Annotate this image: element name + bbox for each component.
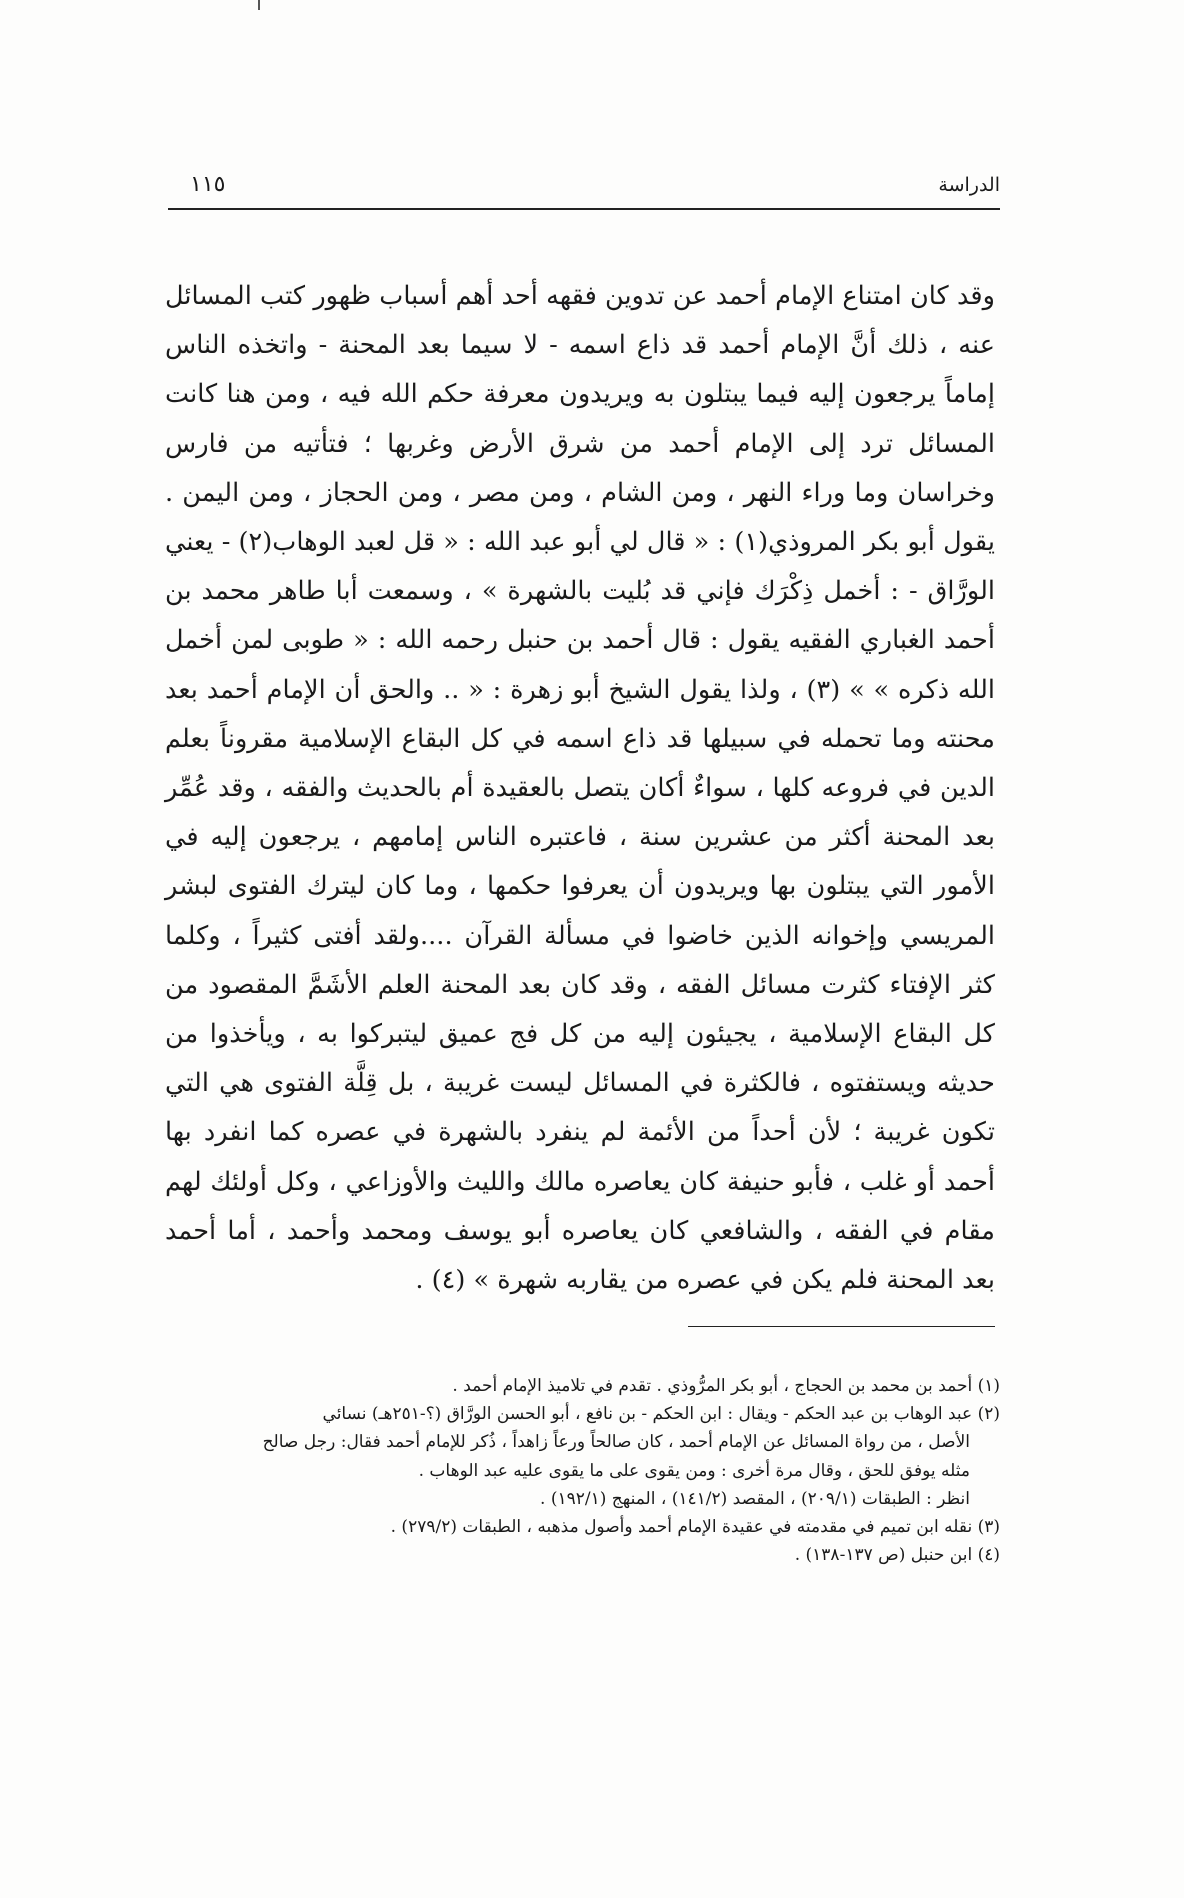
footnotes bbox=[160, 1372, 1000, 1569]
footnote-separator bbox=[688, 1326, 995, 1327]
footnote-4: (٤) ابن حنبل (ص ١٣٧-١٣٨) . bbox=[794, 1545, 1000, 1566]
footnote-2 bbox=[160, 1400, 1000, 1513]
footnote-2-line-1: (٢) عبد الوهاب بن عبد الحكم - ويقال : ابن الحكم - بن نافع ، أبو الحسن الورَّاق (؟-٢٥١هـ) نسائي bbox=[322, 1404, 1000, 1425]
footnote-3: (٣) نقله ابن تميم في مقدمته في عقيدة الإمام أحمد وأصول مذهبه ، الطبقات (٢٧٩/٢) . bbox=[390, 1517, 1000, 1538]
footnote-2-line-3: مثله يوفق للحق ، وقال مرة أخرى : ومن يقوى على ما يقوى عليه عبد الوهاب . bbox=[418, 1460, 970, 1481]
body-paragraph: وقد كان امتناع الإمام أحمد عن تدوين فقهه أحد أهم أسباب ظهور كتب المسائل عنه ، ذلك أنَّ الإمام أحمد قد ذاع اسمه - لا سيما بعد المحنة - واتخذه الناس إماماً يرجعون إليه فيما يبتلون به ويريدون معرفة حكم الله فيه ، ومن هنا كانت المسائل ترد إلى الإمام أحمد من شرق الأرض وغربها ؛ فتأتيه من فارس وخراسان وما وراء النهر ، ومن الشام ، ومن مصر ، ومن الحجاز ، ومن اليمن . يقول أبو بكر المروذي(١) : « قال لي أبو عبد الله : « قل لعبد الوهاب(٢) - يعني الورَّاق - : أخمل ذِكْرَك فإني قد بُليت بالشهرة » ، وسمعت أبا طاهر محمد بن أحمد الغباري الفقيه يقول : قال أحمد بن حنبل رحمه الله : « طوبى لمن أخمل الله ذكره » » (٣) ، ولذا يقول الشيخ أبو زهرة : « .. والحق أن الإمام أحمد بعد محنته وما تحمله في سبيلها قد ذاع اسمه في كل البقاع الإسلامية مقروناً بعلم الدين في فروعه كلها ، سواءٌ أكان يتصل بالعقيدة أم بالحديث والفقه ، وقد عُمِّر بعد المحنة أكثر من عشرين سنة ، فاعتبره الناس إمامهم ، يرجعون إليه في الأمور التي يبتلون بها ويريدون أن يعرفوا حكمها ، وما كان ليترك الفتوى لبشر المريسي وإخوانه الذين خاضوا في مسألة القرآن ....ولقد أفتى كثيراً ، وكلما كثر الإفتاء كثرت مسائل الفقه ، وقد كان بعد المحنة العلم الأشَمَّ المقصود من كل البقاع الإسلامية ، يجيئون إليه من كل فج عميق ليتبركوا به ، ويأخذوا من حديثه ويستفتوه ، فالكثرة في المسائل ليست غريبة ، بل قِلَّة الفتوى هي التي تكون غريبة ؛ لأن أحداً من الأئمة لم ينفرد بالشهرة في عصره كما انفرد بها أحمد أو غلب ، فأبو حنيفة كان يعاصره مالك والليث والأوزاعي ، وكل أولئك لهم مقام في الفقه ، والشافعي كان يعاصره أبو يوسف ومحمد وأحمد ، أما أحمد بعد المحنة فلم يكن في عصره من يقاربه شهرة » (٤) . bbox=[165, 281, 996, 1296]
section-title: الدراسة bbox=[938, 174, 1000, 196]
scan-mark bbox=[258, 0, 260, 10]
page-number: ١١٥ bbox=[190, 172, 226, 197]
footnote-2-line-2: الأصل ، من رواة المسائل عن الإمام أحمد ، كان صالحاً ورعاً زاهداً ، ذُكر للإمام أحمد فقال: رجل صالح bbox=[262, 1432, 970, 1453]
footnote-1: (١) أحمد بن محمد بن الحجاج ، أبو بكر المرُّوذي . تقدم في تلاميذ الإمام أحمد . bbox=[452, 1376, 1000, 1396]
running-header bbox=[168, 170, 1000, 210]
footnote-2-line-4: انظر : الطبقات (٢٠٩/١) ، المقصد (١٤١/٢) ، المنهج (١٩٢/١) . bbox=[540, 1488, 970, 1509]
